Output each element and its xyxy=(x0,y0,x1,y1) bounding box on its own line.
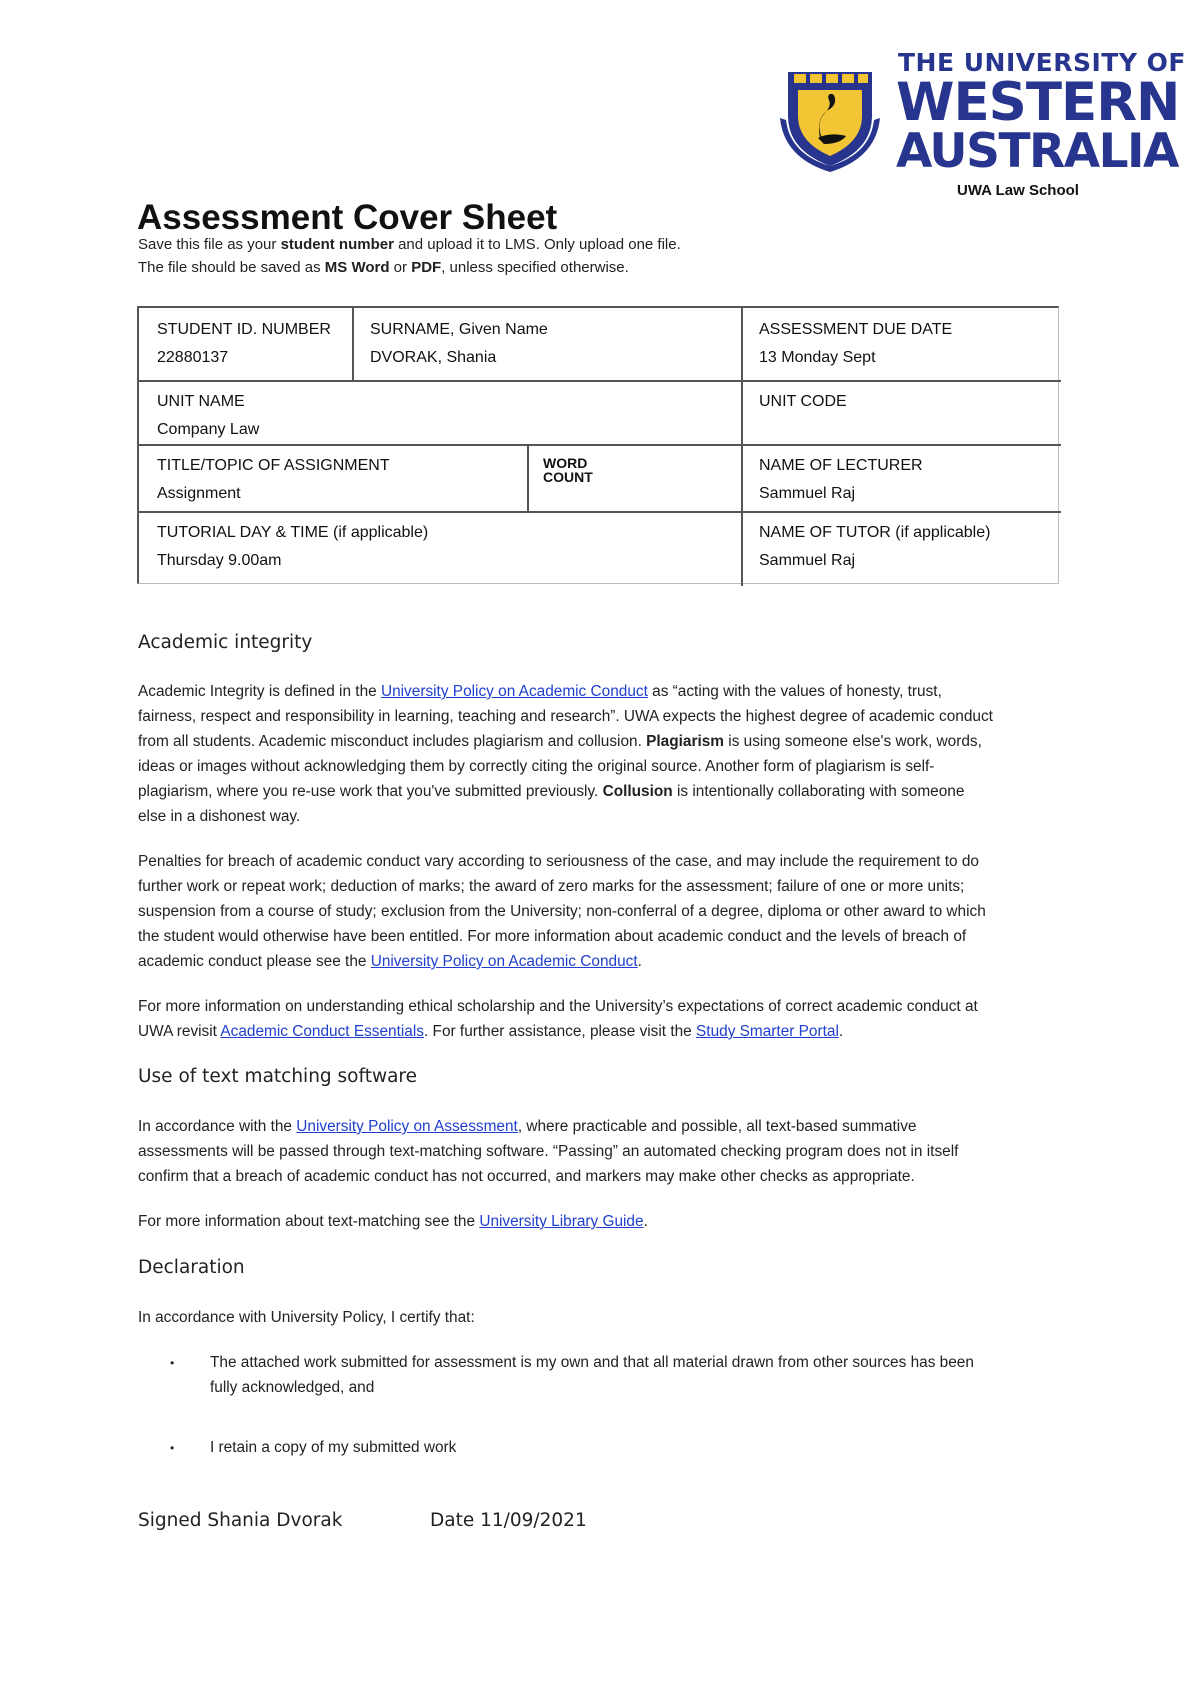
tutorial-cell xyxy=(139,511,741,586)
academic-conduct-essentials-link[interactable]: Academic Conduct Essentials xyxy=(220,1023,424,1040)
integrity-paragraph-3: For more information on understanding ethical scholarship and the University’s expectations of correct academic conduct at UWA revisit Academic Conduct Essentials. For further assistance, please visit the Study Smarter Portal. xyxy=(138,998,978,1040)
unit-name-cell xyxy=(139,380,741,444)
declaration-item-1: The attached work submitted for assessment is my own and that all material drawn from other sources has been fully acknowledged, and xyxy=(210,1354,974,1396)
study-smarter-portal-link[interactable]: Study Smarter Portal xyxy=(696,1023,839,1040)
lecturer-cell xyxy=(741,444,1061,511)
wordmark-line-3: AUSTRALIA xyxy=(896,124,1178,179)
university-logo xyxy=(780,48,1186,180)
intro-line-1: Save this file as your student number and upload it to LMS. Only upload one file. xyxy=(138,236,681,253)
text-matching-paragraph-2: For more information about text-matching see the University Library Guide. xyxy=(138,1213,648,1230)
student-id-label: STUDENT ID. NUMBER xyxy=(157,321,331,338)
library-guide-link[interactable]: University Library Guide xyxy=(479,1213,644,1230)
declaration-intro: In accordance with University Policy, I certify that: xyxy=(138,1309,475,1326)
signed-text: Signed Shania Dvorak xyxy=(138,1510,343,1531)
tutor-value: Sammuel Raj xyxy=(759,552,856,569)
due-date-value: 13 Monday Sept xyxy=(759,349,876,366)
school-name: UWA Law School xyxy=(957,182,1079,199)
word-count-label-2: COUNT xyxy=(543,469,593,485)
academic-conduct-policy-link-2[interactable]: University Policy on Academic Conduct xyxy=(370,953,638,970)
integrity-paragraph-2: Penalties for breach of academic conduct vary according to seriousness of the case, and may include the requirement to do further work or repeat work; deduction of marks; the award of zero marks for the assessment; failure of one or more units; suspension from a course of study; exclusion from the University; non-conferral of a degree, diploma or other award to which the student would otherwise have been entitled. For more information about academic conduct and the levels of breach of academic conduct please see the University Policy on Academic Conduct. xyxy=(138,853,986,970)
declaration-heading: Declaration xyxy=(138,1257,245,1278)
intro-line-2: The file should be saved as MS Word or PDF, unless specified otherwise. xyxy=(138,259,629,276)
lecturer-label: NAME OF LECTURER xyxy=(759,457,923,474)
wordmark-line-2: WESTERN xyxy=(896,72,1180,133)
name-label: SURNAME, Given Name xyxy=(370,321,548,338)
student-id-value: 22880137 xyxy=(157,349,229,366)
word-count-cell xyxy=(527,444,741,511)
tutorial-label: TUTORIAL DAY & TIME (if applicable) xyxy=(157,524,429,541)
declaration-item-2: I retain a copy of my submitted work xyxy=(210,1439,457,1456)
word-count-label-1: WORD xyxy=(543,455,588,471)
page-title: Assessment Cover Sheet xyxy=(137,198,558,237)
assessment-policy-link[interactable]: University Policy on Assessment xyxy=(296,1118,518,1135)
integrity-paragraph-1: Academic Integrity is defined in the University Policy on Academic Conduct as “acting with the values of honesty, trust, fairness, respect and responsibility in learning, teaching and research”. UWA expects the highest degree of academic conduct from all students. Academic misconduct includes plagiarism and collusion. Plagiarism is using someone else's work, words, ideas or images without acknowledging them by correctly citing the original source. Another form of plagiarism is self- plagiarism, where you re-use work that you've submitted previously. Collusion is intentionally collaborating with someone else in a dishonest way. xyxy=(138,683,993,825)
bullet-icon: • xyxy=(170,1356,175,1370)
lecturer-value: Sammuel Raj xyxy=(759,485,856,502)
text-matching-paragraph-1: In accordance with the University Policy on Assessment, where practicable and possible, all text-based summative assessments will be passed through text-matching software. “Passing” an automated checking program does not in itself confirm that a breach of academic conduct has not occurred, and markers may make other checks as appropriate. xyxy=(138,1118,959,1185)
topic-cell xyxy=(139,444,527,511)
unit-code-label: UNIT CODE xyxy=(759,393,847,410)
wordmark-line-1: THE UNIVERSITY OF xyxy=(898,48,1186,77)
student-id-cell xyxy=(139,308,352,380)
date-text: Date 11/09/2021 xyxy=(430,1510,587,1531)
university-crest-icon xyxy=(780,58,880,173)
tutor-label: NAME OF TUTOR (if applicable) xyxy=(759,524,991,541)
unit-code-cell xyxy=(741,380,1061,444)
topic-label: TITLE/TOPIC OF ASSIGNMENT xyxy=(157,457,390,474)
academic-integrity-heading: Academic integrity xyxy=(138,632,313,653)
name-cell xyxy=(352,308,741,380)
unit-name-label: UNIT NAME xyxy=(157,393,245,410)
bullet-icon: • xyxy=(170,1441,175,1455)
name-value: DVORAK, Shania xyxy=(370,349,497,366)
cover-details-table xyxy=(137,306,1059,584)
unit-name-value: Company Law xyxy=(157,421,260,438)
due-date-cell xyxy=(741,308,1061,380)
topic-value: Assignment xyxy=(157,485,241,502)
academic-conduct-policy-link[interactable]: University Policy on Academic Conduct xyxy=(380,683,648,700)
tutorial-value: Thursday 9.00am xyxy=(157,552,282,569)
due-date-label: ASSESSMENT DUE DATE xyxy=(759,321,953,338)
tutor-cell xyxy=(741,511,1061,586)
text-matching-heading: Use of text matching software xyxy=(138,1066,417,1087)
